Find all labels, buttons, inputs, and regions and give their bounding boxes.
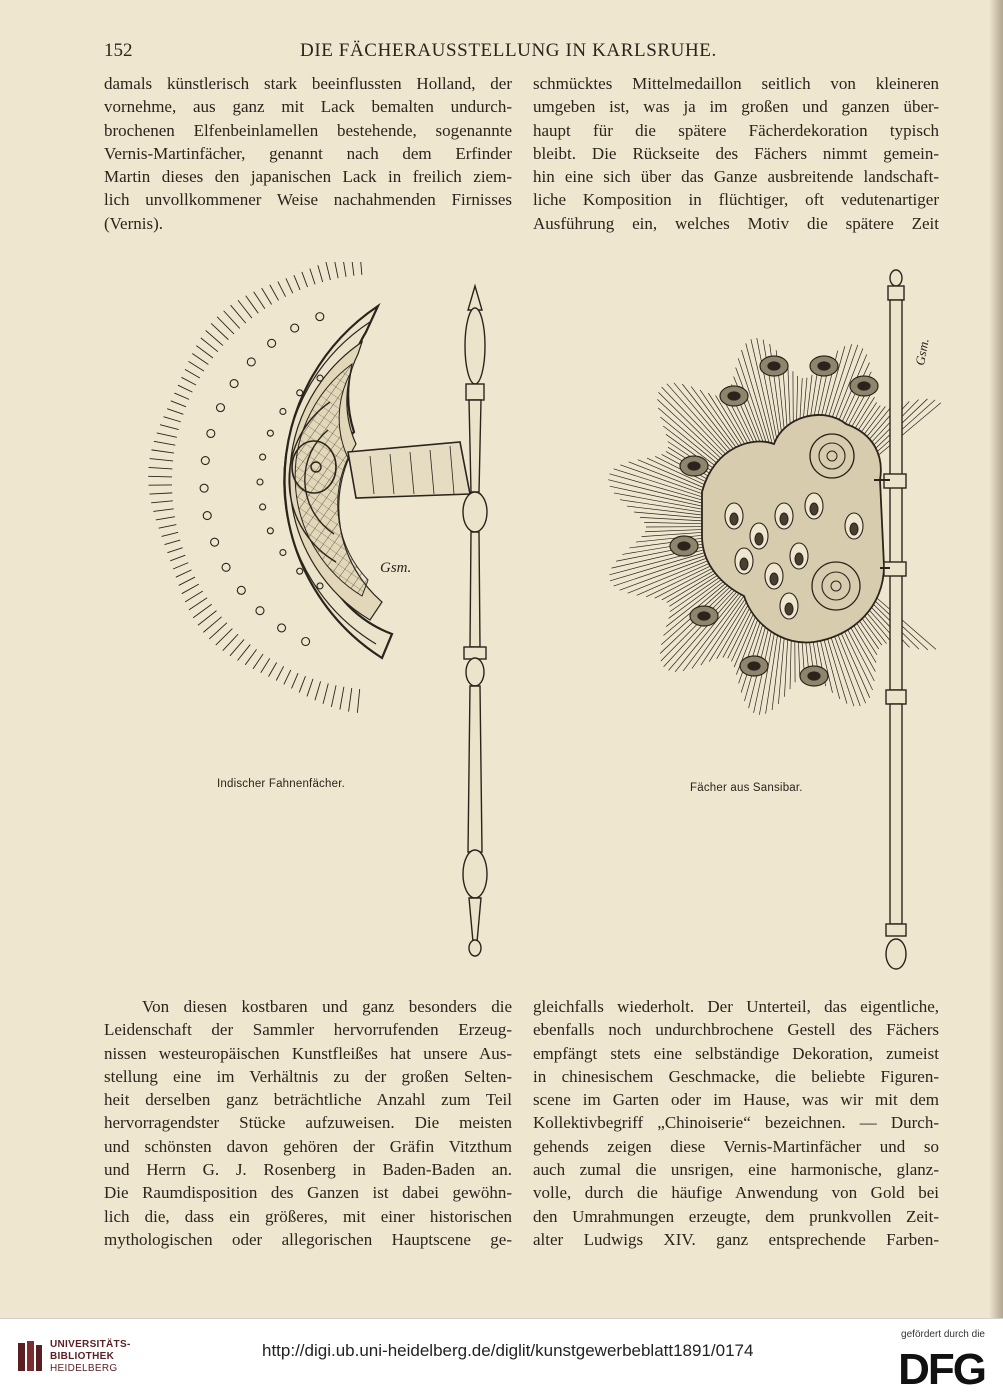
- text-line: Kollektivbegriff „Chinoiserie“ bezeichnen. — Durch-: [533, 1111, 939, 1134]
- text-line: umgeben ist, was ja im großen und ganzen über-: [533, 95, 939, 118]
- library-name-line: BIBLIOTHEK: [50, 1351, 131, 1363]
- text-line: Die Raumdisposition des Ganzen ist dabei gewöhn-: [104, 1181, 512, 1204]
- text-line: auch zumal die unsrigen, eine harmonische, glanz-: [533, 1158, 939, 1181]
- text-line: empfängt stets eine selbständige Dekoration, zumeist: [533, 1042, 939, 1065]
- text-line: vornehme, aus ganz mit Lack bemalten undurch-: [104, 95, 512, 118]
- text-line: und Herrn G. J. Rosenberg in Baden-Baden an.: [104, 1158, 512, 1181]
- text-line: scene im Garten oder im Hause, was wir mit dem: [533, 1088, 939, 1111]
- text-line: gehends zeigen diese Vernis-Martinfächer und so: [533, 1135, 939, 1158]
- text-line: und schönsten davon gehören der Gräfin Vitzthum: [104, 1135, 512, 1158]
- text-column-top-right: [533, 72, 939, 235]
- text-line: Vernis-Martinfächer, genannt nach dem Erfinder: [104, 142, 512, 165]
- figure-zanzibar-fan: [584, 266, 944, 976]
- text-line: den Umrahmungen erzeugte, dem prunkvollen Zeit-: [533, 1205, 939, 1228]
- text-line: heit derselben ganz beträchtliche Anzahl zum Teil: [104, 1088, 512, 1111]
- text-line: bleibt. Die Rückseite des Fächers nimmt gemein-: [533, 142, 939, 165]
- permalink-url[interactable]: http://digi.ub.uni-heidelberg.de/diglit/kunstgewerbeblatt1891/0174: [262, 1341, 753, 1361]
- text-line: alter Ludwigs XIV. ganz entsprechende Farben-: [533, 1228, 939, 1251]
- text-line: in chinesischem Geschmacke, die beliebte Figuren-: [533, 1065, 939, 1088]
- artist-signature: Gsm.: [380, 560, 411, 576]
- text-line: Leidenschaft der Sammler hervorrufenden Erzeug-: [104, 1018, 512, 1041]
- text-line: volle, durch die häufige Anwendung von Gold bei: [533, 1181, 939, 1204]
- caption-indian-fan: Indischer Fahnenfächer.: [217, 778, 345, 790]
- text-line: liche Komposition in flüchtiger, oft vedutenartiger: [533, 188, 939, 211]
- text-line: hervorragendster Stücke aufzuweisen. Die meisten: [104, 1111, 512, 1134]
- library-name: [50, 1339, 131, 1375]
- text-line: nissen westeuropäischen Kunstfleißes hat unsere Aus-: [104, 1042, 512, 1065]
- text-line: damals künstlerisch stark beeinflussten Holland, der: [104, 72, 512, 95]
- text-line: brochenen Elfenbeinlamellen bestehende, sogenannte: [104, 119, 512, 142]
- digitization-footer: [0, 1318, 1003, 1398]
- page-number: 152: [104, 40, 133, 62]
- text-line: lich die, dass ein größeres, mit einer historischen: [104, 1205, 512, 1228]
- text-line: schmücktes Mittelmedaillon seitlich von kleineren: [533, 72, 939, 95]
- text-line: Von diesen kostbaren und ganz besonders die: [104, 995, 512, 1018]
- running-title: DIE FÄCHERAUSSTELLUNG IN KARLSRUHE.: [300, 40, 800, 62]
- artist-signature: Gsm.: [912, 337, 931, 366]
- library-name-line: UNIVERSITÄTS-: [50, 1339, 131, 1351]
- text-line: haupt für die spätere Fächerdekoration typisch: [533, 119, 939, 142]
- fan-handle: [463, 286, 487, 956]
- dfg-logo: DFG: [898, 1345, 985, 1395]
- library-logo-icon: [16, 1339, 44, 1375]
- text-line: gleichfalls wiederholt. Der Unterteil, das eigentliche,: [533, 995, 939, 1018]
- text-line: Ausführung ein, welches Motiv die spätere Zeit: [533, 212, 939, 235]
- funded-by-text: gefördert durch die: [901, 1329, 985, 1340]
- text-line: ebenfalls noch undurchbrochene Gestell des Fächers: [533, 1018, 939, 1041]
- text-column-top-left: [104, 72, 512, 235]
- caption-zanzibar-fan: Fächer aus Sansibar.: [690, 782, 803, 794]
- text-line: lich unvollkommener Weise nachahmenden Firnisses: [104, 188, 512, 211]
- text-column-bottom-right: [533, 995, 939, 1251]
- text-line: (Vernis).: [104, 212, 512, 235]
- text-line: mythologischen oder allegorischen Hauptscene ge-: [104, 1228, 512, 1251]
- fan-handle: [884, 270, 906, 969]
- figure-indian-flag-fan: [130, 262, 510, 982]
- text-line: stellung eine im Verhältnis zu der großen Selten-: [104, 1065, 512, 1088]
- library-name-line: HEIDELBERG: [50, 1363, 131, 1375]
- text-line: Martin dieses den japanischen Lack in freilich ziem-: [104, 165, 512, 188]
- text-line: hin eine sich über das Ganze ausbreitende landschaft-: [533, 165, 939, 188]
- text-column-bottom-left: [104, 995, 512, 1251]
